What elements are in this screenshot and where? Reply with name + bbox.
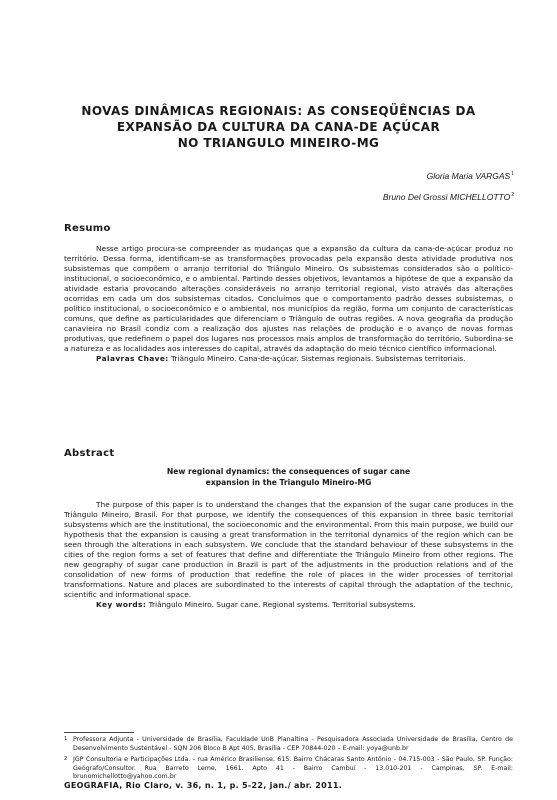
title-line-1: NOVAS DINÂMICAS REGIONAIS: AS CONSEQÜÊNCIAS DA xyxy=(81,104,476,118)
abstract-heading: Abstract xyxy=(64,448,115,459)
footnote-divider xyxy=(64,732,134,733)
footnotes xyxy=(64,736,513,785)
title-line-3: NO TRIANGULO MINEIRO-MG xyxy=(177,136,380,150)
footnote-2-text: JGP Consultoria e Participações Ltda. - rua Américo Brasiliense, 615. Bairro Chácaras Santo Antônio - 04.715-003 - São Paulo, SP. Função: Geógrafo/Consultor. Rua Barreto Leme, 1661. Apto 41 - Bairro Cambuí - 13.010-201 - Campinas, SP. E-mail: brunomichellotto@yahoo.com.br xyxy=(73,756,513,781)
author-2-footnote-mark: 2 xyxy=(511,192,514,198)
author-list xyxy=(383,165,514,207)
title-line-2: EXPANSÃO DA CULTURA DA CANA-DE AÇÚCAR xyxy=(116,120,441,134)
footnote-2 xyxy=(64,756,513,782)
footnote-2-mark: 2 xyxy=(64,756,68,763)
footnote-1 xyxy=(64,736,513,753)
resumo-keywords-label: Palavras Chave: xyxy=(96,354,169,363)
resumo-paragraph: Nesse artigo procura-se compreender as mudanças que a expansão da cultura da cana-de-açúcar produz no território. Dessa forma, identificam-se as transformações provocadas pela expansão desta atividade produtiva nos subsistemas que compõem o arranjo territorial do Triângulo Mineiro. Os subsistemas considerados são o político-institucional, o socioeconômico, e o ambiental. Partindo desses objetivos, levantamos a hipótese de que a expansão da atividade estaria provocando alterações consideráveis no arranjo territorial regional, visto através das alterações ocorridas em cada um dos subsistemas citados. Concluímos que o comportamento padrão desses subsistemas, o político institucional, o socioeconômico e o ambiental, nos municípios da região, forma um conjunto de características comuns, que define as particularidades que diferenciam o Triângulo de outras regiões. A nova geografia da produção canavieira no Brasil condiz com a realização dos ajustes nas relações de produção e o avanço de novas formas produtivas, que redefinem o papel dos lugares nos processos mais amplos de transformação do território. Subordina-se a natureza e as localidades aos interesses do capital, através da adaptação do meio técnico científico informacional. xyxy=(64,244,513,353)
abstract-subtitle-line-1: New regional dynamics: the consequences of sugar cane xyxy=(166,467,411,476)
author-1-footnote-mark: 1 xyxy=(511,171,514,177)
abstract-section xyxy=(64,500,513,610)
resumo-heading: Resumo xyxy=(64,223,111,234)
resumo-keywords xyxy=(64,354,513,364)
abstract-subtitle-line-2: expansion in the Triangulo Mineiro-MG xyxy=(205,478,372,487)
footnote-1-text: Professora Adjunta - Universidade de Brasília, Faculdade UnB Planaltina - Pesquisadora Associada Universidade de Brasília, Centro de Desenvolvimento Sustentável - SQN 206 Bloco B Apt 405, Brasília - CEP 70844-020 – E-mail: yoya@unb.br xyxy=(73,736,513,752)
footnote-1-mark: 1 xyxy=(64,736,68,742)
author-1-name: Gloria Maria VARGAS xyxy=(426,171,511,181)
abstract-keywords xyxy=(64,600,513,610)
abstract-keywords-label: Key words: xyxy=(96,600,147,609)
author-2-name: Bruno Del Grossi MICHELLOTTO xyxy=(382,192,511,202)
abstract-paragraph: The purpose of this paper is to understand the changes that the expansion of the sugar cane produces in the Triângulo Mineiro, Brasil. For that purpose, we identify the consequences of this expansion in three basic territorial subsystems which are the institutional, the socioeconomic and the environmental. From this main purpose, we build our hypothesis that the expansion is causing a great transformation in the territorial dynamics of the region which can be seen through the alterations in each subsystem. We conclude that the standard behaviour of these subsystems in the cities of the region forms a set of features that define and differentiate the Triângulo Mineiro from other regions. The new geography of sugar cane production in Brazil is part of the adjustments in the production relations and of the consolidation of new forms of production that redefine the role of places in the wider processes of territorial transformations. Nature and places are subordinated to the interests of capital through the adaptation of the technic, scientific and informational space. xyxy=(64,500,513,599)
resumo-keywords-text: Triângulo Mineiro. Cana-de-açúcar. Sistemas regionais. Subsistemas territoriais. xyxy=(170,354,466,363)
journal-citation-footer: GEOGRAFIA, Rio Claro, v. 36, n. 1, p. 5-22, jan./ abr. 2011. xyxy=(64,781,343,790)
author-2 xyxy=(383,186,514,207)
article-title xyxy=(40,103,517,151)
abstract-keywords-text: Triângulo Mineiro. Sugar cane. Regional systems. Territorial subsystems. xyxy=(148,600,416,609)
resumo-section xyxy=(64,244,513,364)
author-1 xyxy=(383,165,514,186)
abstract-subtitle xyxy=(64,466,513,488)
